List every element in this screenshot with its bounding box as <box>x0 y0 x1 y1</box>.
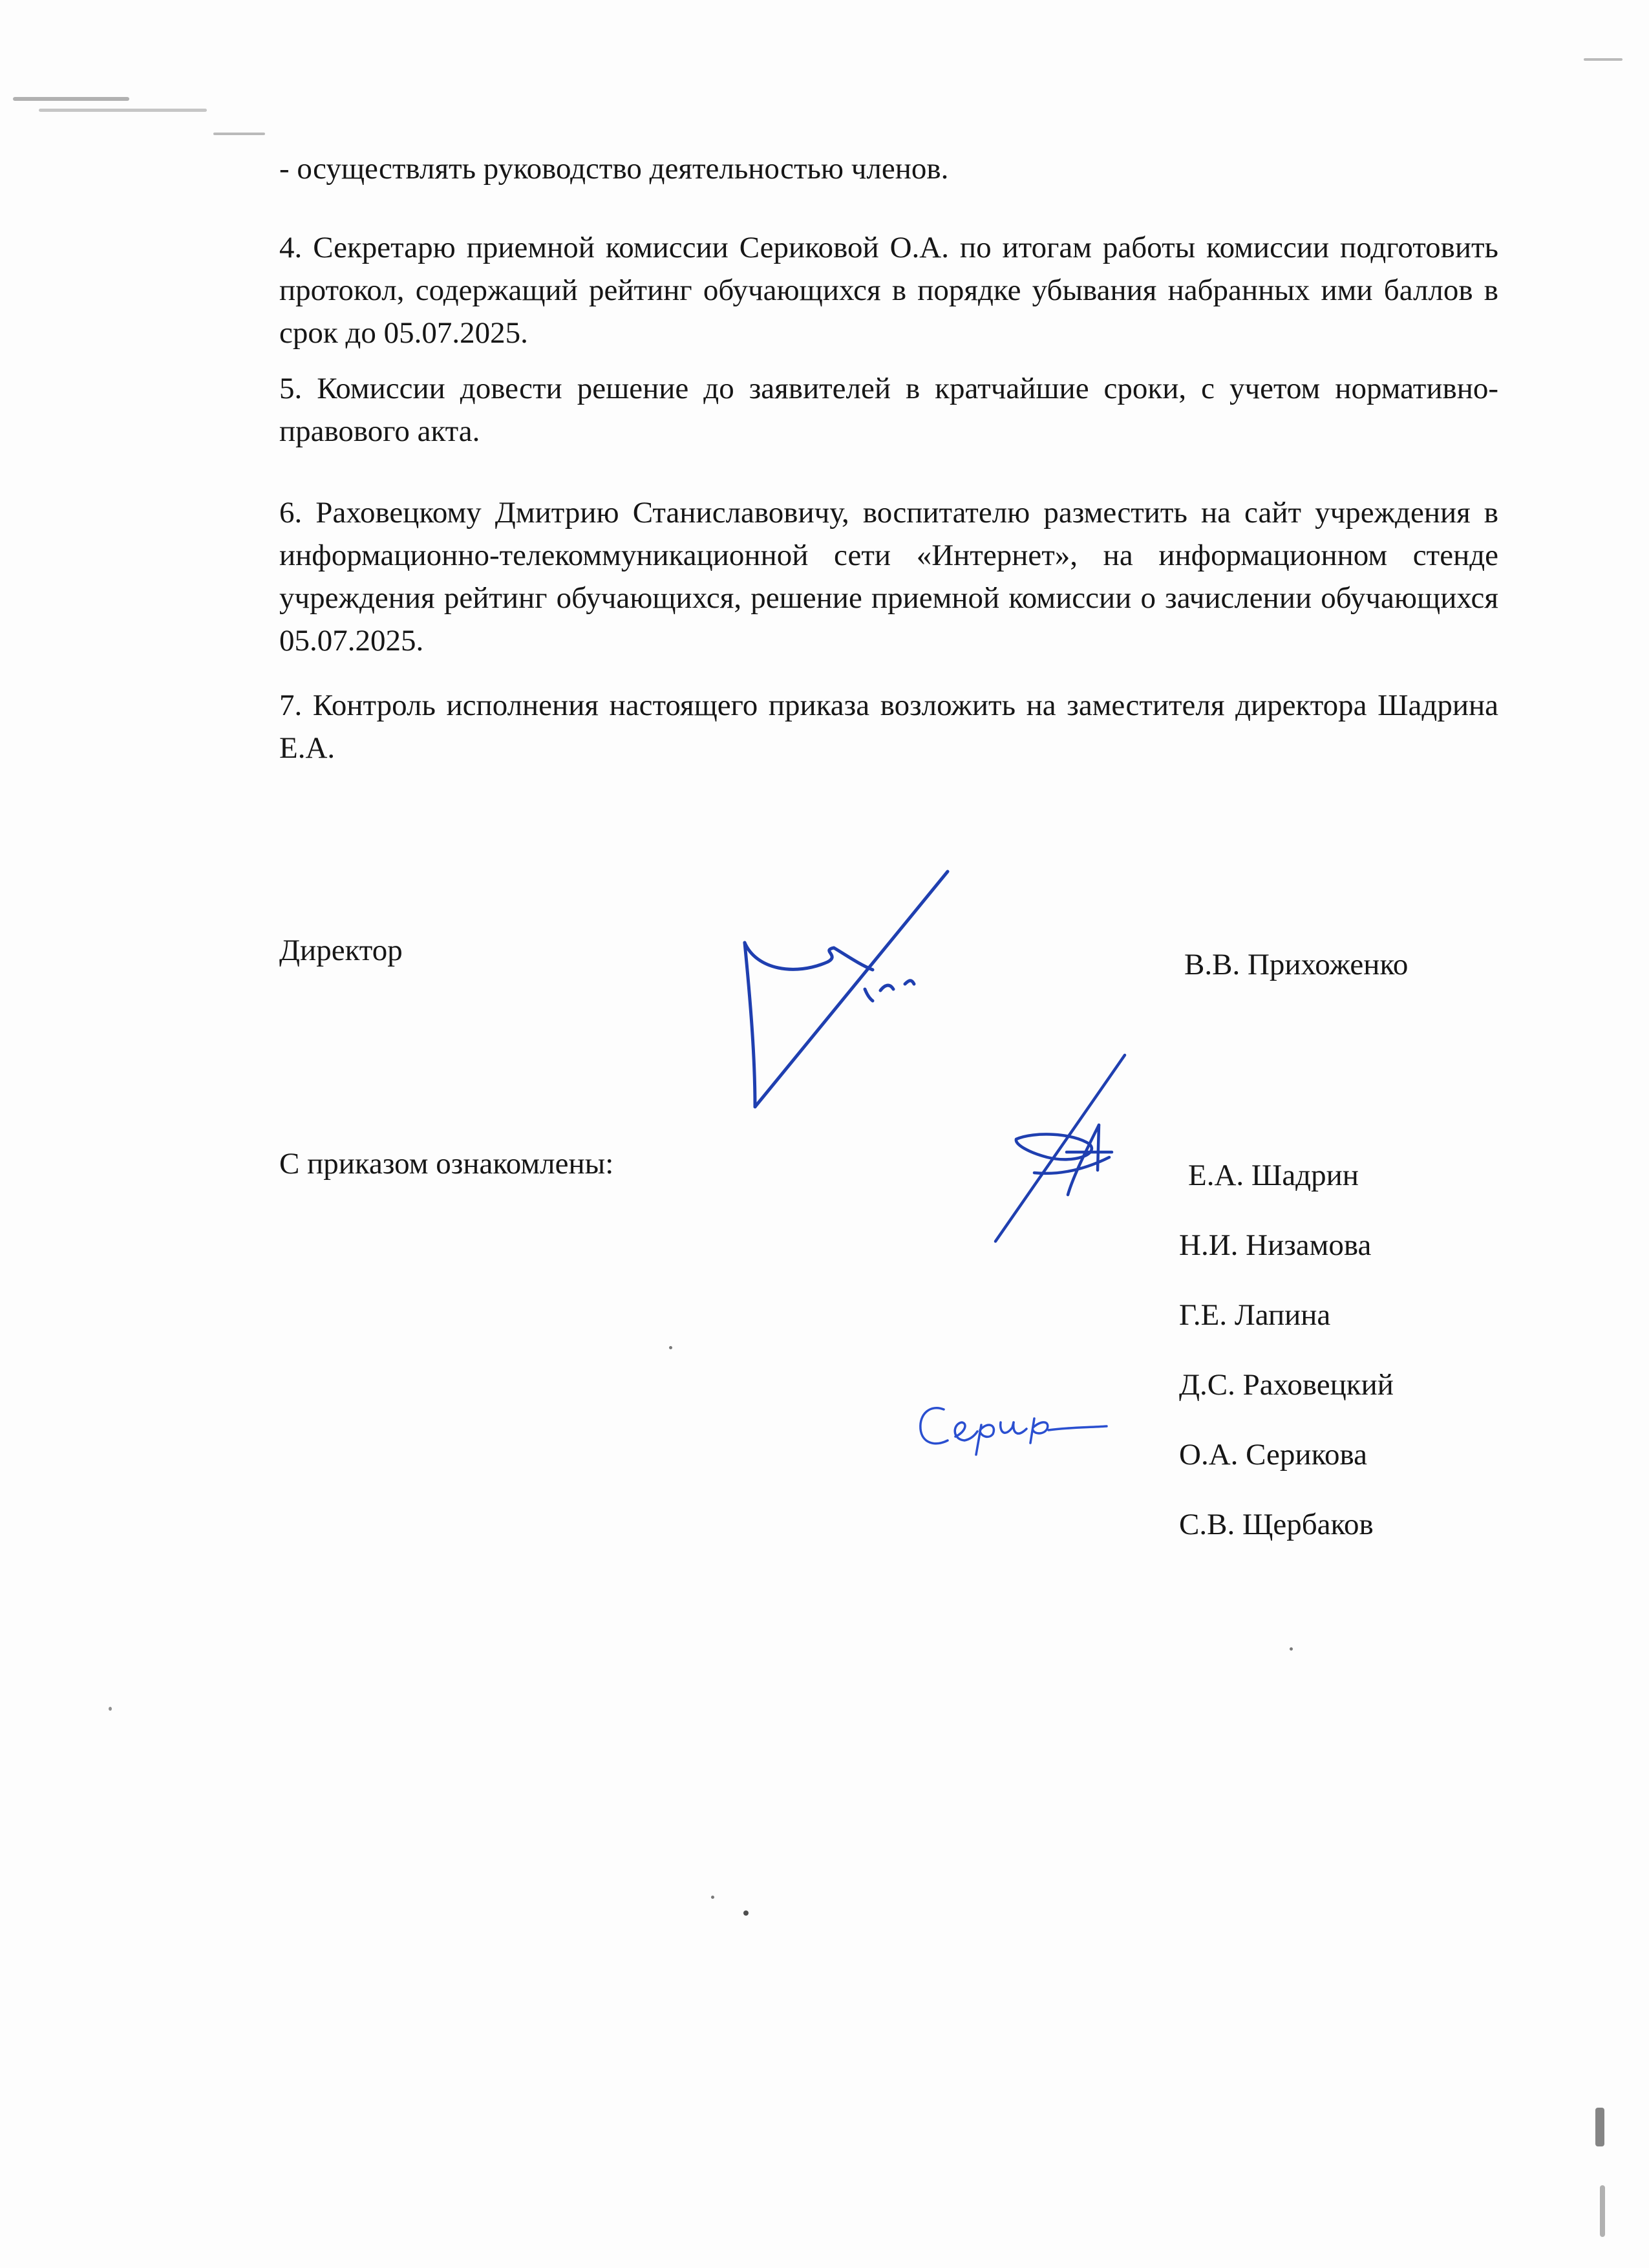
director-title: Директор <box>279 934 403 967</box>
ack-name-lapina: Г.Е. Лапина <box>1179 1298 1331 1332</box>
shadrin-signature <box>995 1055 1125 1241</box>
serikova-signature <box>920 1408 1107 1455</box>
paragraph-4: 4. Секретарю приемной комиссии Сериковой О.А. по итогам работы комиссии подготовить протокол, содержащий рейтинг обучающихся в порядке убывания набранных ими баллов в срок до 05.07.2025. <box>279 231 1498 350</box>
ack-name-shcherbakov: С.В. Щербаков <box>1179 1508 1374 1541</box>
director-name: В.В. Прихоженко <box>1184 948 1409 981</box>
paragraph-5: 5. Комиссии довести решение до заявителей в кратчайшие сроки, с учетом нормативно-правового акта. <box>279 372 1498 448</box>
ack-name-rakhovetsky: Д.С. Раховецкий <box>1179 1368 1394 1402</box>
paragraph-intro: - осуществлять руководство деятельностью членов. <box>279 152 949 186</box>
paragraph-6: 6. Раховецкому Дмитрию Станиславовичу, воспитателю разместить на сайт учреждения в информационно-телекоммуникационной сети «Интернет», на информационном стенде учреждения рейтинг обучающихся, решение приемной комиссии о зачислении обучающихся 05.07.2025. <box>279 496 1498 658</box>
paragraph-7: 7. Контроль исполнения настоящего приказа возложить на заместителя директора Шадрина Е.А. <box>279 689 1498 765</box>
director-signature <box>745 872 948 1107</box>
acknowledged-label: С приказом ознакомлены: <box>279 1147 614 1181</box>
ack-name-shadrin: Е.А. Шадрин <box>1188 1159 1359 1192</box>
ack-name-nizamova: Н.И. Низамова <box>1179 1228 1372 1262</box>
ack-name-serikova: О.А. Серикова <box>1179 1438 1367 1471</box>
